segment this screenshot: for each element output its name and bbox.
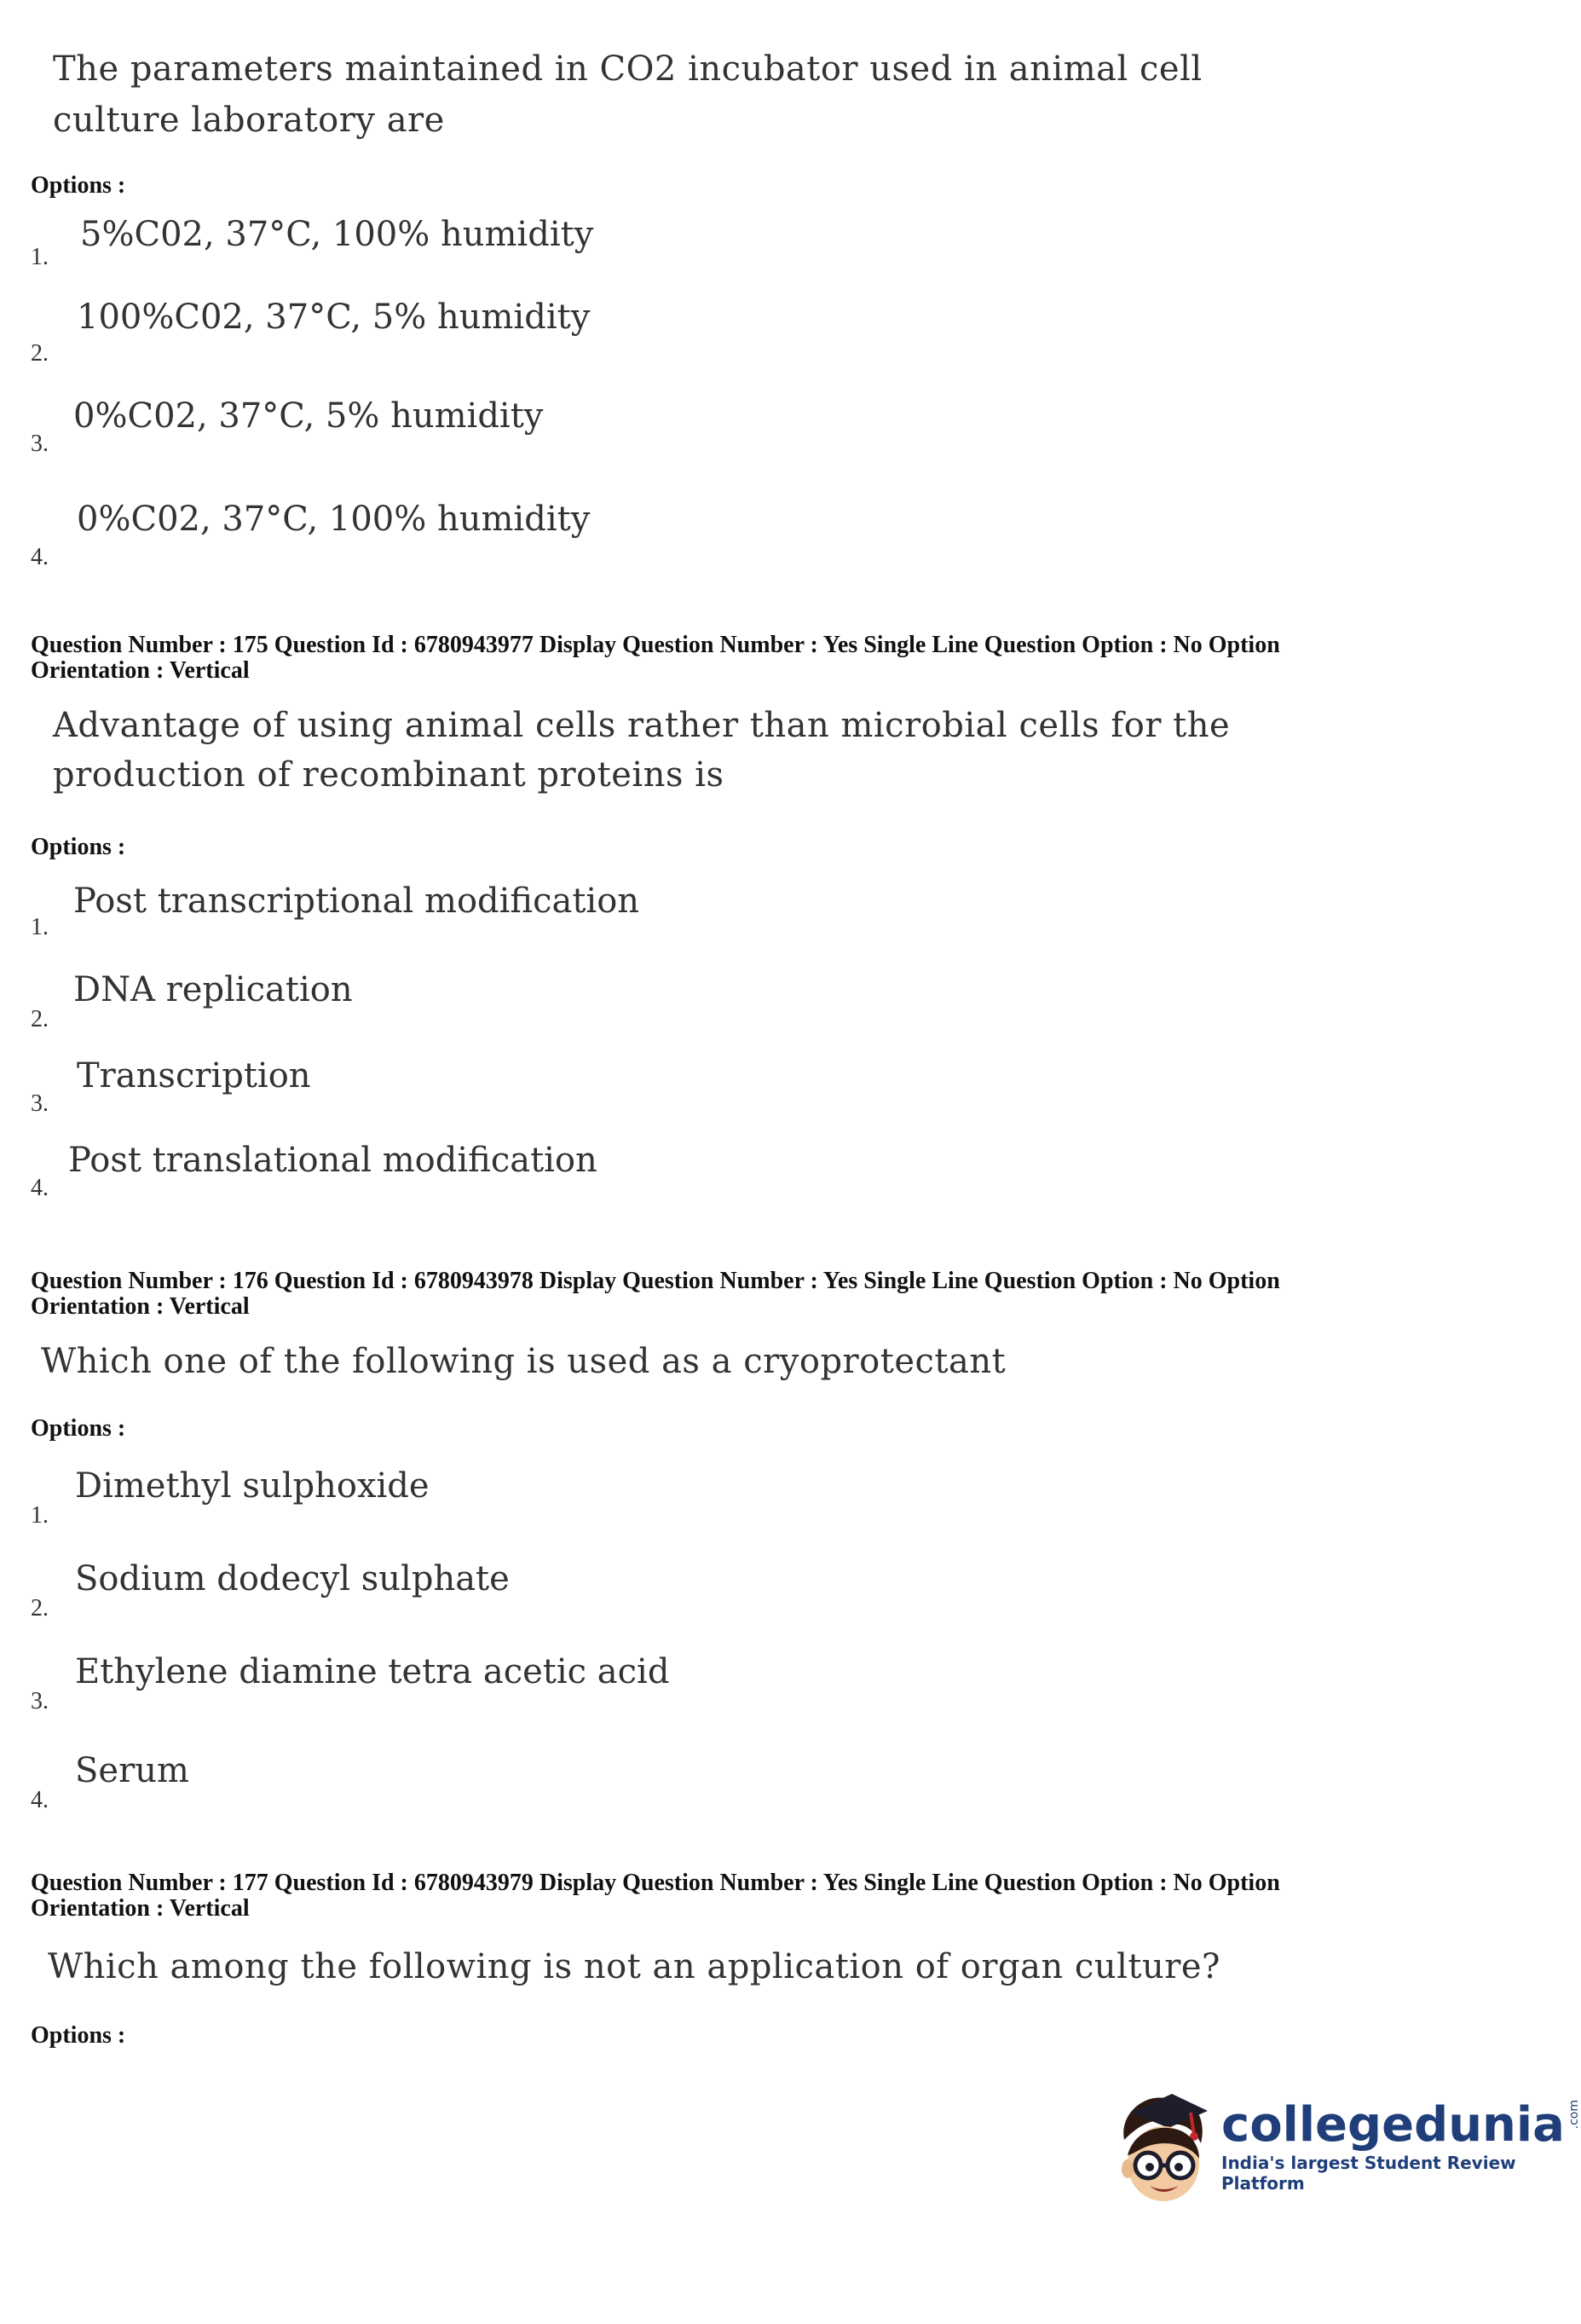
q177-meta-line2: Orientation : Vertical: [31, 1895, 250, 1922]
option-number: 2.: [31, 1006, 49, 1032]
option-number: 3.: [31, 431, 49, 457]
option-text: 0%C02, 37°C, 100% humidity: [77, 500, 591, 539]
option-number: 2.: [31, 1595, 49, 1622]
q176-options-label: Options :: [31, 1415, 126, 1442]
q174-text-line2: culture laboratory are: [53, 101, 445, 140]
option-text: DNA replication: [73, 970, 353, 1009]
option-text: Sodium dodecyl sulphate: [75, 1559, 510, 1598]
q175-options-label: Options :: [31, 834, 126, 860]
q175-text-line1: Advantage of using animal cells rather than microbial cells for the: [53, 706, 1231, 745]
option-text: Transcription: [77, 1056, 311, 1096]
option-number: 3.: [31, 1688, 49, 1714]
collegedunia-logo[interactable]: [1112, 2087, 1581, 2206]
option-text: 100%C02, 37°C, 5% humidity: [77, 298, 591, 337]
q177-meta-line1: Question Number : 177 Question Id : 6780943979 Display Question Number : Yes Single Line Question Option : No Option: [31, 1870, 1280, 1896]
option-text: Ethylene diamine tetra acetic acid: [75, 1652, 670, 1691]
option-text: Serum: [75, 1751, 189, 1790]
q174-options-label: Options :: [31, 172, 126, 199]
option-number: 2.: [31, 340, 49, 367]
q177-options-label: Options :: [31, 2022, 126, 2049]
mascot-icon: [1112, 2087, 1213, 2206]
option-number: 1.: [31, 1502, 49, 1529]
option-text: Dimethyl sulphoxide: [75, 1466, 430, 1506]
q176-meta-line1: Question Number : 176 Question Id : 6780943978 Display Question Number : Yes Single Line Question Option : No Option: [31, 1268, 1280, 1294]
option-number: 3.: [31, 1090, 49, 1117]
option-text: 0%C02, 37°C, 5% humidity: [73, 396, 544, 436]
q176-text-line1: Which one of the following is used as a cryoprotectant: [41, 1342, 1007, 1381]
option-number: 4.: [31, 1175, 49, 1201]
q177-meta: [31, 1870, 1497, 1922]
option-text: Post transcriptional modification: [73, 882, 640, 921]
option-text: Post translational modification: [68, 1141, 597, 1180]
option-number: 4.: [31, 544, 49, 570]
logo-text-block: [1221, 2097, 1581, 2194]
option-text: 5%C02, 37°C, 100% humidity: [80, 215, 594, 254]
q176-meta-line2: Orientation : Vertical: [31, 1293, 250, 1320]
q176-meta: [31, 1269, 1497, 1320]
logo-tagline: India's largest Student Review Platform: [1221, 2153, 1516, 2194]
q175-meta-line2: Orientation : Vertical: [31, 657, 250, 684]
q174-text-line1: The parameters maintained in CO2 incubator used in animal cell: [53, 49, 1203, 89]
option-number: 4.: [31, 1787, 49, 1813]
option-number: 1.: [31, 914, 49, 940]
q175-meta: [31, 633, 1497, 684]
q177-text-line1: Which among the following is not an application of organ culture?: [48, 1947, 1220, 1986]
logo-name: collegedunia: [1221, 2097, 1565, 2153]
q175-text-line2: production of recombinant proteins is: [53, 755, 724, 795]
option-number: 1.: [31, 244, 49, 270]
logo-com: .com: [1567, 2100, 1581, 2130]
q175-meta-line1: Question Number : 175 Question Id : 6780943977 Display Question Number : Yes Single Line Question Option : No Option: [31, 632, 1280, 658]
